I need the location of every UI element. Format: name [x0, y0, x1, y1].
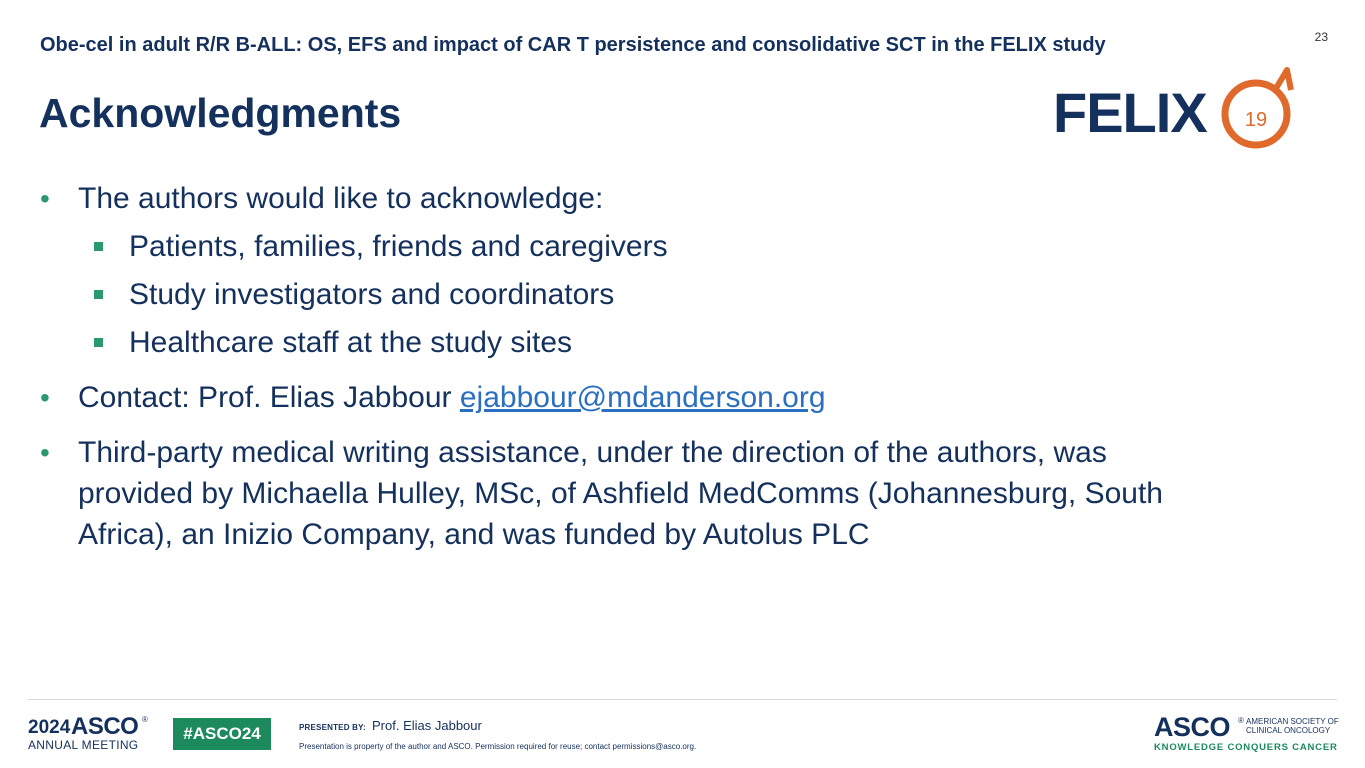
annual-meeting-label: ANNUAL MEETING [28, 738, 139, 752]
slide-content [40, 178, 1330, 555]
felix-logo-word: FELIX [1053, 81, 1207, 144]
bullet-dot: • [40, 382, 50, 413]
presented-by-label: PRESENTED BY: [299, 723, 366, 732]
bullet-dot: • [40, 437, 50, 468]
slide-subtitle: Obe-cel in adult R/R B-ALL: OS, EFS and impact of CAR T persistence and consolidative SCT in the FELIX study [40, 34, 1106, 56]
slide-number: 23 [1314, 30, 1328, 44]
contact-email-link[interactable]: ejabbour@mdanderson.org [459, 381, 826, 414]
footer-divider [28, 699, 1337, 700]
subitem-investigators: Study investigators and coordinators [40, 274, 1330, 315]
medical-writing-line-3: Africa), an Inizio Company, and was funded by Autolus PLC [78, 518, 870, 551]
bullet-acknowledge [40, 178, 1330, 219]
asco-society-name: AMERICAN SOCIETY OF CLINICAL ONCOLOGY [1246, 717, 1339, 735]
square-bullet [94, 242, 103, 251]
asco-logo: ASCO [1154, 712, 1231, 742]
copyright-disclaimer: Presentation is property of the author and ASCO. Permission required for reuse; contact permissions@asco.org. [299, 742, 697, 751]
annual-meeting-asco: ASCO [71, 713, 139, 740]
felix-logo [1053, 64, 1303, 150]
annual-meeting-registered-mark: ® [142, 715, 148, 724]
subitem-healthcare-staff: Healthcare staff at the study sites [40, 322, 1330, 363]
hashtag-badge: #ASCO24 [173, 718, 271, 750]
bullet-contact [40, 377, 1330, 418]
felix-logo-cat-ear [1275, 70, 1291, 90]
medical-writing-line-1: Third-party medical writing assistance, under the direction of the authors, was [78, 436, 1107, 469]
asco-tagline: KNOWLEDGE CONQUERS CANCER [1154, 742, 1338, 753]
contact-text: Contact: Prof. Elias Jabbour [78, 381, 460, 414]
square-bullet [94, 338, 103, 347]
square-bullet [94, 290, 103, 299]
subitem-patients: Patients, families, friends and caregivers [40, 226, 1330, 267]
annual-meeting-year: 2024 [28, 717, 71, 738]
asco-registered-mark: ® [1238, 716, 1244, 725]
presenter-name: Prof. Elias Jabbour [372, 718, 482, 733]
medical-writing-line-2: provided by Michaella Hulley, MSc, of Ashfield MedComms (Johannesburg, South [78, 477, 1163, 510]
bullet-acknowledge-text: The authors would like to acknowledge: [78, 182, 604, 215]
bullet-dot: • [40, 183, 50, 214]
bullet-medical-writing [40, 432, 1330, 555]
felix-logo-number: 19 [1244, 109, 1268, 131]
slide-title: Acknowledgments [39, 90, 402, 136]
